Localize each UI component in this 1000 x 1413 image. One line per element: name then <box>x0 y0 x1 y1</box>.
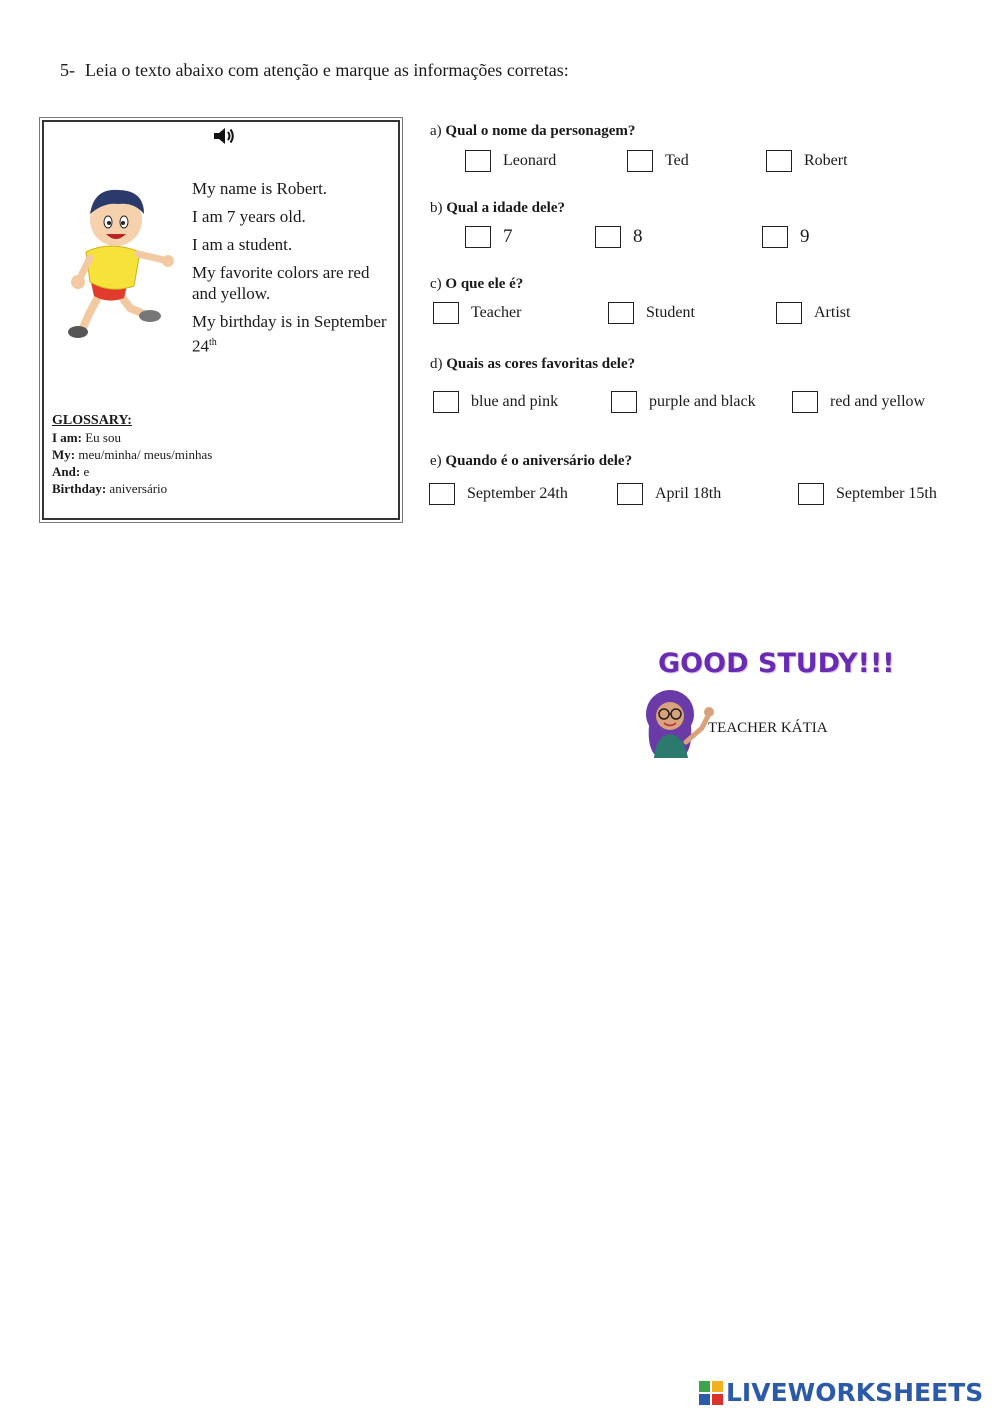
checkbox[interactable] <box>762 226 788 248</box>
glossary-term: Birthday: <box>52 481 107 496</box>
instruction-text: Leia o texto abaixo com atenção e marque as informações corretas: <box>85 60 569 80</box>
liveworksheets-brand <box>698 1378 983 1407</box>
checkbox[interactable] <box>465 150 491 172</box>
question-label: a) <box>430 123 442 139</box>
story-line: My name is Robert. <box>192 179 328 198</box>
option-b-2[interactable] <box>595 226 643 248</box>
question-label: c) <box>430 276 442 292</box>
glossary-title: GLOSSARY: <box>52 413 132 428</box>
option-c-2[interactable] <box>608 302 695 324</box>
option-a-2[interactable] <box>627 150 689 172</box>
checkbox[interactable] <box>608 302 634 324</box>
checkbox[interactable] <box>433 302 459 324</box>
birthday-suffix: th <box>209 337 217 348</box>
glossary-entry <box>52 480 212 497</box>
question-text: Quando é o aniversário dele? <box>445 453 633 469</box>
glossary-meaning: meu/minha/ meus/minhas <box>78 447 213 462</box>
option-label: September 24th <box>467 485 568 502</box>
story-line: I am 7 years old. <box>192 207 306 226</box>
option-label: Teacher <box>471 304 522 321</box>
instruction <box>60 60 569 81</box>
question-text: Qual a idade dele? <box>446 200 566 216</box>
story-line-birthday <box>192 311 392 357</box>
option-e-3[interactable] <box>798 483 937 505</box>
option-label: Robert <box>804 152 848 169</box>
question-a <box>430 123 635 140</box>
instruction-number: 5- <box>60 60 75 80</box>
glossary-entry <box>52 446 212 463</box>
option-label: 7 <box>503 226 513 247</box>
boy-illustration <box>60 182 178 342</box>
option-label: 9 <box>800 226 810 247</box>
option-a-3[interactable] <box>766 150 848 172</box>
question-label: e) <box>430 453 442 469</box>
glossary-term: My: <box>52 447 76 462</box>
question-label: d) <box>430 356 443 372</box>
teacher-name: TEACHER KÁTIA <box>708 720 828 736</box>
question-text: Qual o nome da personagem? <box>445 123 636 139</box>
option-e-1[interactable] <box>429 483 568 505</box>
checkbox[interactable] <box>617 483 643 505</box>
checkbox[interactable] <box>611 391 637 413</box>
option-e-2[interactable] <box>617 483 721 505</box>
option-b-1[interactable] <box>465 226 513 248</box>
checkbox[interactable] <box>595 226 621 248</box>
option-c-3[interactable] <box>776 302 850 324</box>
question-text: O que ele é? <box>445 276 524 292</box>
glossary-meaning: e <box>83 464 90 479</box>
glossary-entry <box>52 463 212 480</box>
story-text <box>192 178 392 364</box>
liveworksheets-logo-icon <box>698 1380 724 1406</box>
option-label: September 15th <box>836 485 937 502</box>
liveworksheets-text: LIVEWORKSHEETS <box>726 1378 984 1407</box>
option-a-1[interactable] <box>465 150 556 172</box>
option-label: purple and black <box>649 393 756 410</box>
question-label: b) <box>430 200 443 216</box>
checkbox[interactable] <box>627 150 653 172</box>
option-label: Leonard <box>503 152 557 169</box>
option-label: April 18th <box>655 485 722 502</box>
good-study-banner: GOOD STUDY!!! <box>658 648 895 679</box>
question-b <box>430 200 565 217</box>
reading-box <box>42 120 400 520</box>
checkbox[interactable] <box>465 226 491 248</box>
checkbox[interactable] <box>798 483 824 505</box>
option-label: 8 <box>633 226 643 247</box>
checkbox[interactable] <box>792 391 818 413</box>
question-d <box>430 356 635 373</box>
option-b-3[interactable] <box>762 226 810 248</box>
option-label: red and yellow <box>830 393 926 410</box>
glossary-meaning: aniversário <box>109 481 168 496</box>
option-d-1[interactable] <box>433 391 558 413</box>
glossary-meaning: Eu sou <box>85 430 121 445</box>
question-text: Quais as cores favoritas dele? <box>446 356 636 372</box>
glossary <box>52 412 212 497</box>
question-e <box>430 453 632 470</box>
glossary-entry <box>52 429 212 446</box>
option-d-2[interactable] <box>611 391 756 413</box>
story-line: I am a student. <box>192 235 293 254</box>
speaker-icon[interactable] <box>212 126 236 146</box>
option-label: Student <box>646 304 695 321</box>
option-label: Artist <box>814 304 851 321</box>
glossary-term: I am: <box>52 430 82 445</box>
glossary-term: And: <box>52 464 81 479</box>
option-label: blue and pink <box>471 393 559 410</box>
checkbox[interactable] <box>766 150 792 172</box>
birthday-text: My birthday is in September 24 <box>192 312 387 356</box>
option-c-1[interactable] <box>433 302 521 324</box>
option-d-3[interactable] <box>792 391 925 413</box>
checkbox[interactable] <box>429 483 455 505</box>
checkbox[interactable] <box>776 302 802 324</box>
option-label: Ted <box>665 152 689 169</box>
checkbox[interactable] <box>433 391 459 413</box>
story-line: My favorite colors are red and yellow. <box>192 263 370 303</box>
question-c <box>430 276 523 293</box>
